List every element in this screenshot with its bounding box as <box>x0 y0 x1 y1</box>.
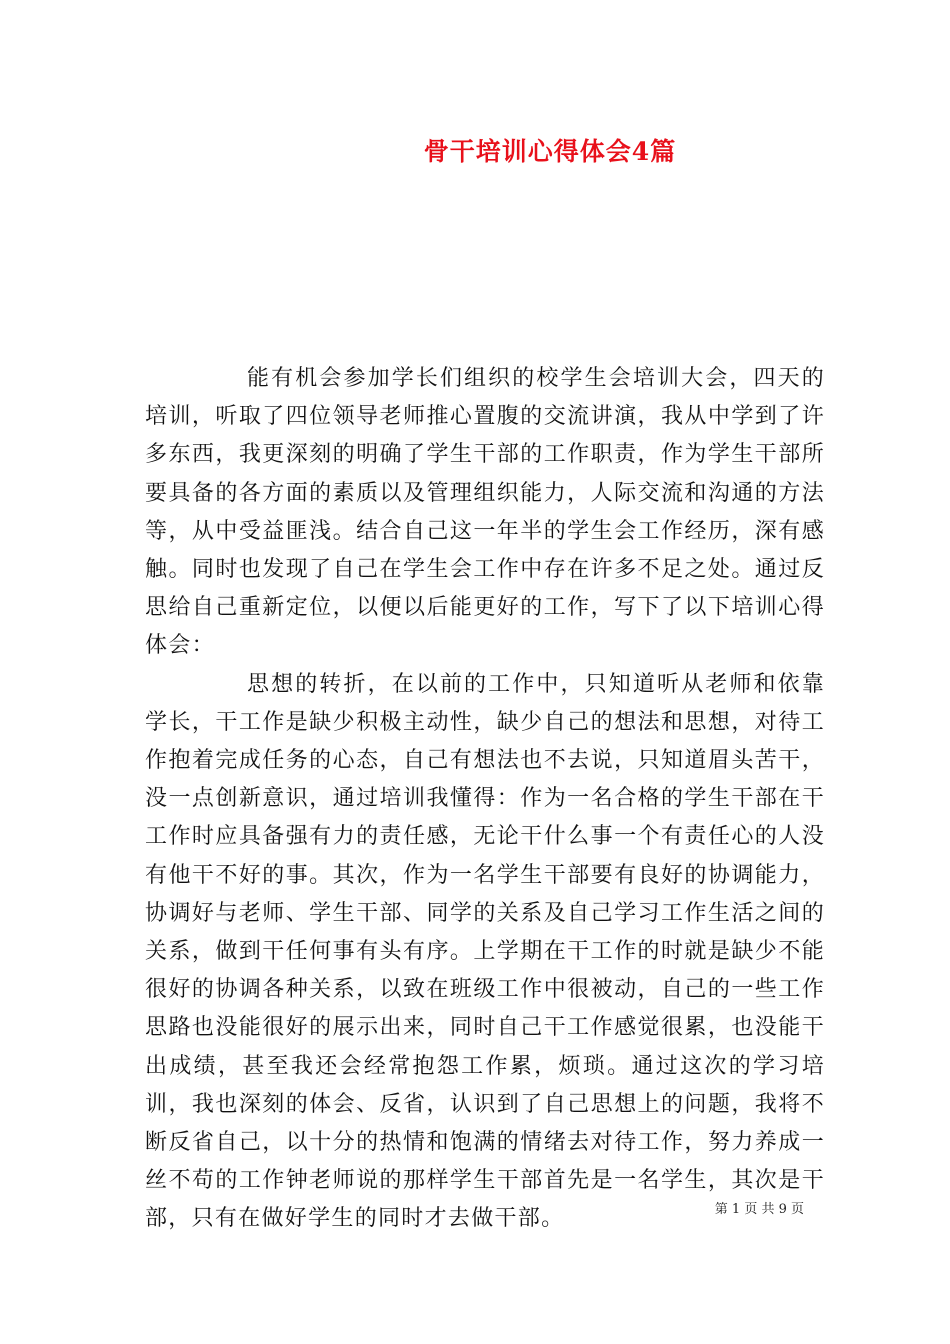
paragraph-2: 思想的转折，在以前的工作中，只知道听从老师和依靠学长，干工作是缺少积极主动性，缺少自己的想法和思想，对待工作抱着完成任务的心态，自己有想法也不去说，只知道眉头苦干，没一点创新意识，通过培训我懂得：作为一名合格的学生干部在干工作时应具备强有力的责任感，无论干什么事一个有责任心的人没有他干不好的事。其次，作为一名学生干部要有良好的协调能力，协调好与老师、学生干部、同学的关系及自己学习工作生活之间的关系，做到干任何事有头有序。上学期在干工作的时就是缺少不能很好的协调各种关系，以致在班级工作中很被动，自己的一些工作思路也没能很好的展示出来，同时自己干工作感觉很累，也没能干出成绩，甚至我还会经常抱怨工作累，烦琐。通过这次的学习培训，我也深刻的体会、反省，认识到了自己思想上的问题，我将不断反省自己，以十分的热情和饱满的情绪去对待工作，努力养成一丝不苟的工作钟老师说的那样学生干部首先是一名学生，其次是干部，只有在做好学生的同时才去做干部。 <box>145 671 825 1232</box>
paragraph-1: 能有机会参加学长们组织的校学生会培训大会，四天的培训，听取了四位领导老师推心置腹的交流讲演，我从中学到了许多东西，我更深刻的明确了学生干部的工作职责，作为学生干部所要具备的各方面的素质以及管理组织能力，人际交流和沟通的方法等，从中受益匪浅。结合自己这一年半的学生会工作经历，深有感触。同时也发现了自己在学生会工作中存在许多不足之处。通过反思给自己重新定位，以便以后能更好的工作，写下了以下培训心得体会： <box>145 366 825 659</box>
document-title: 骨干培训心得体会4篇 <box>423 137 677 166</box>
page-number-footer: 第 1 页 共 9 页 <box>714 1202 804 1217</box>
document-body <box>145 360 825 1239</box>
